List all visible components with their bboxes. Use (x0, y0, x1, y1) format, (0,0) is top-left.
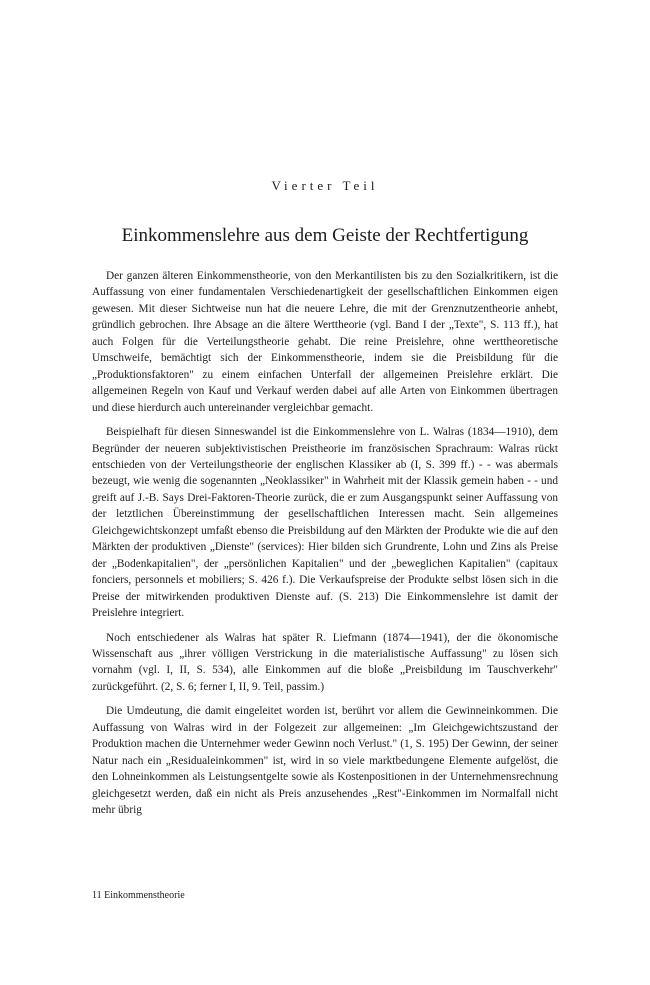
part-title: Vierter Teil (271, 178, 379, 193)
body-text (92, 268, 558, 819)
paragraph-1: Der ganzen älteren Einkommenstheorie, von den Merkantilisten bis zu den Sozialkritikern, ist die Auffassung von einer fundamentalen Verschiedenartigkeit der gesellschaftlichen Einkommen eigen gewesen. Mit dieser Sichtweise nun hat die neuere Lehre, die mit der Grenznutzentheorie anhebt, gründlich gebrochen. Ihre Absage an die ältere Werttheorie (vgl. Band I der „Texte", S. 113 ff.), hat auch Folgen für die Verteilungstheorie gehabt. Die reine Preislehre, ohne werttheoretische Umschweife, bemächtigt sich der Einkommenstheorie, indem sie die Preisbildung für die „Produktionsfaktoren" zu einem einfachen Unterfall der allgemeinen Preislehre erklärt. Die allgemeinen Regeln von Kauf und Verkauf werden dabei auf alle Arten von Einkommen übertragen und diese hierdurch auch untereinander vergleichbar gemacht. (92, 270, 558, 414)
paragraph-2: Beispielhaft für diesen Sinneswandel ist die Einkommenslehre von L. Walras (1834—1910), dem Begründer der neueren subjektivistischen Preistheorie im französischen Sprachraum: Walras rückt entschieden von der Verteilungstheorie der englischen Klassiker ab (I, S. 399 ff.) - - was abermals bezeugt, wie wenig die sogenannten „Neoklassiker" in Wahrheit mit der Klassik gemein haben - - und greift auf J.-B. Says Drei-Faktoren-Theorie zurück, die er zum Ausgangspunkt seiner Auffassung von der letztlichen Übereinstimmung der gesellschaftlichen Interessen macht. Sein allgemeines Gleichgewichtskonzept umfaßt ebenso die Preisbildung auf den Märkten der Produkte wie die auf den Märkten der produktiven „Dienste" (services): Hier bilden sich Grundrente, Lohn und Zins als Preise der „Bodenkapitalien", der „persönlichen Kapitalien" und der „beweglichen Kapitalien" (capitaux fonciers, personnels et mobiliers; S. 426 f.). Die Verkaufspreise der Produkte selbst lösen sich in die Preise der mitwirkenden produktiven Dienste auf. (S. 213) Die Einkommenslehre ist damit der Preislehre integriert. (92, 426, 558, 620)
page-footer: 11 Einkommenstheorie (92, 890, 185, 901)
paragraph-4: Die Umdeutung, die damit eingeleitet worden ist, berührt vor allem die Gewinneinkommen. Die Auffassung von Walras wird in der Folgezeit zur allgemeinen: „Im Gleichgewichtszustand der Produktion machen die Unternehmer weder Gewinn noch Verlust." (1, S. 195) Der Gewinn, der seiner Natur nach ein „Residualeinkommen" ist, wird in so viele marktbedungene Elemente aufgelöst, die den Lohneinkommen als Leistungsentgelte sowie als Kostenpositionen in der Unternehmensrechnung gleichgesetzt werden, daß ein nicht als Preis anzusehendes „Rest"-Einkommen im Normalfall nicht mehr übrig (92, 705, 558, 817)
paragraph-3: Noch entschiedener als Walras hat später R. Liefmann (1874—1941), der die ökonomische Wissenschaft aus „ihrer völligen Verstrickung in die materialistische Auffassung" zu lösen sich vornahm (vgl. I, II, S. 534), alle Einkommen auf die bloße „Preisbildung im Tauschverkehr" zurückgeführt. (2, S. 6; ferner I, II, 9. Teil, passim.) (92, 631, 558, 693)
chapter-title: Einkommenslehre aus dem Geiste der Rechtfertigung (121, 225, 529, 246)
